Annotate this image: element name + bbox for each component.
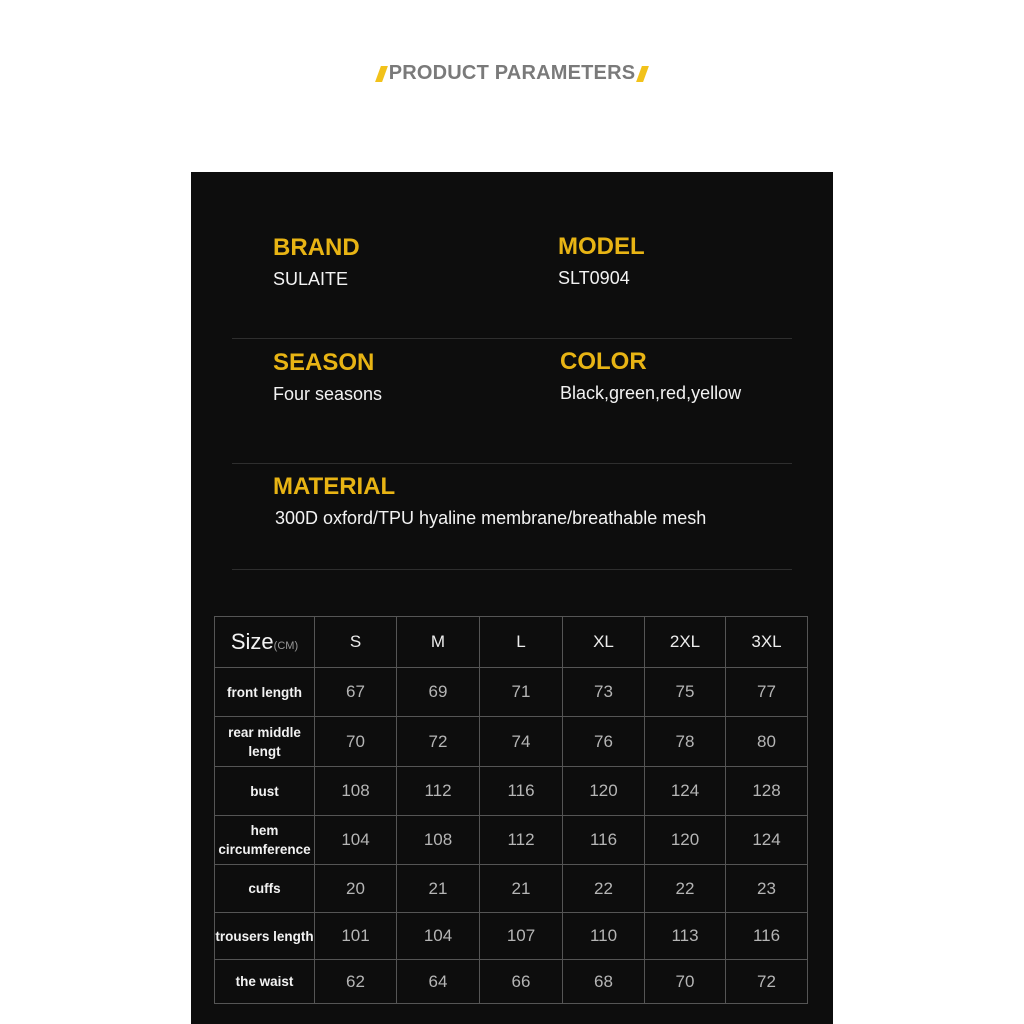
size-column-header: M xyxy=(397,617,480,668)
size-column-header: L xyxy=(480,617,563,668)
table-cell: 64 xyxy=(397,960,480,1004)
divider xyxy=(232,569,792,570)
table-row xyxy=(215,816,808,865)
table-cell: 104 xyxy=(315,816,397,865)
table-cell: 70 xyxy=(645,960,726,1004)
table-cell: 73 xyxy=(563,668,645,717)
season-value: Four seasons xyxy=(273,384,383,404)
table-cell: 124 xyxy=(726,816,808,865)
brand-label: BRAND xyxy=(273,234,360,261)
table-cell: 113 xyxy=(645,913,726,960)
row-label: trousers length xyxy=(215,913,315,960)
table-cell: 22 xyxy=(645,865,726,913)
table-cell: 68 xyxy=(563,960,645,1004)
table-row xyxy=(215,668,808,717)
table-cell: 23 xyxy=(726,865,808,913)
table-cell: 67 xyxy=(315,668,397,717)
model-value: SLT0904 xyxy=(558,268,630,288)
table-cell: 69 xyxy=(397,668,480,717)
row-label: cuffs xyxy=(215,865,315,913)
color-value: Black,green,red,yellow xyxy=(560,383,742,403)
table-cell: 124 xyxy=(645,767,726,816)
parameters-panel xyxy=(191,172,833,1024)
table-cell: 110 xyxy=(563,913,645,960)
table-cell: 101 xyxy=(315,913,397,960)
table-cell: 72 xyxy=(726,960,808,1004)
table-cell: 112 xyxy=(480,816,563,865)
table-cell: 108 xyxy=(315,767,397,816)
table-cell: 22 xyxy=(563,865,645,913)
table-row xyxy=(215,717,808,767)
size-column-header: XL xyxy=(563,617,645,668)
table-cell: 74 xyxy=(480,717,563,767)
page-header xyxy=(0,62,1024,88)
divider xyxy=(232,338,792,339)
row-label: bust xyxy=(215,767,315,816)
table-cell: 120 xyxy=(645,816,726,865)
header-title-group xyxy=(378,62,647,85)
table-cell: 104 xyxy=(397,913,480,960)
model-label: MODEL xyxy=(558,233,645,260)
page-title: PRODUCT PARAMETERS xyxy=(388,62,636,84)
table-cell: 66 xyxy=(480,960,563,1004)
size-chart-table xyxy=(214,616,808,1004)
row-label: front length xyxy=(215,668,315,717)
table-cell: 20 xyxy=(315,865,397,913)
table-cell: 21 xyxy=(480,865,563,913)
table-cell: 71 xyxy=(480,668,563,717)
season-label: SEASON xyxy=(273,349,375,376)
table-cell: 78 xyxy=(645,717,726,767)
table-cell: 72 xyxy=(397,717,480,767)
table-row xyxy=(215,767,808,816)
table-cell: 76 xyxy=(563,717,645,767)
size-column-header: 3XL xyxy=(726,617,808,668)
table-cell: 116 xyxy=(480,767,563,816)
table-cell: 108 xyxy=(397,816,480,865)
table-cell: 120 xyxy=(563,767,645,816)
table-cell: 77 xyxy=(726,668,808,717)
row-label: rear middle lengt xyxy=(215,717,315,767)
slash-accent-right-icon xyxy=(636,66,649,82)
size-column-header: S xyxy=(315,617,397,668)
table-cell: 116 xyxy=(726,913,808,960)
material-block xyxy=(273,473,706,529)
brand-value: SULAITE xyxy=(273,269,349,289)
table-cell: 128 xyxy=(726,767,808,816)
table-cell: 107 xyxy=(480,913,563,960)
table-row xyxy=(215,865,808,913)
table-cell: 21 xyxy=(397,865,480,913)
table-cell: 116 xyxy=(563,816,645,865)
table-row xyxy=(215,913,808,960)
material-label: MATERIAL xyxy=(273,473,396,500)
color-label: COLOR xyxy=(560,348,647,375)
divider xyxy=(232,463,792,464)
size-header-cell xyxy=(215,617,315,668)
color-block xyxy=(560,348,741,404)
size-column-header: 2XL xyxy=(645,617,726,668)
table-cell: 70 xyxy=(315,717,397,767)
season-block xyxy=(273,349,382,405)
slash-accent-left-icon xyxy=(375,66,388,82)
row-label: hem circumference xyxy=(215,816,315,865)
table-cell: 75 xyxy=(645,668,726,717)
size-unit: (CM) xyxy=(273,640,299,652)
table-cell: 80 xyxy=(726,717,808,767)
size-title: Size xyxy=(230,629,274,654)
model-block xyxy=(558,233,645,289)
table-cell: 62 xyxy=(315,960,397,1004)
row-label: the waist xyxy=(215,960,315,1004)
table-row xyxy=(215,960,808,1004)
brand-block xyxy=(273,234,360,290)
table-header-row xyxy=(215,617,808,668)
material-value: 300D oxford/TPU hyaline membrane/breathable mesh xyxy=(275,508,707,528)
table-cell: 112 xyxy=(397,767,480,816)
